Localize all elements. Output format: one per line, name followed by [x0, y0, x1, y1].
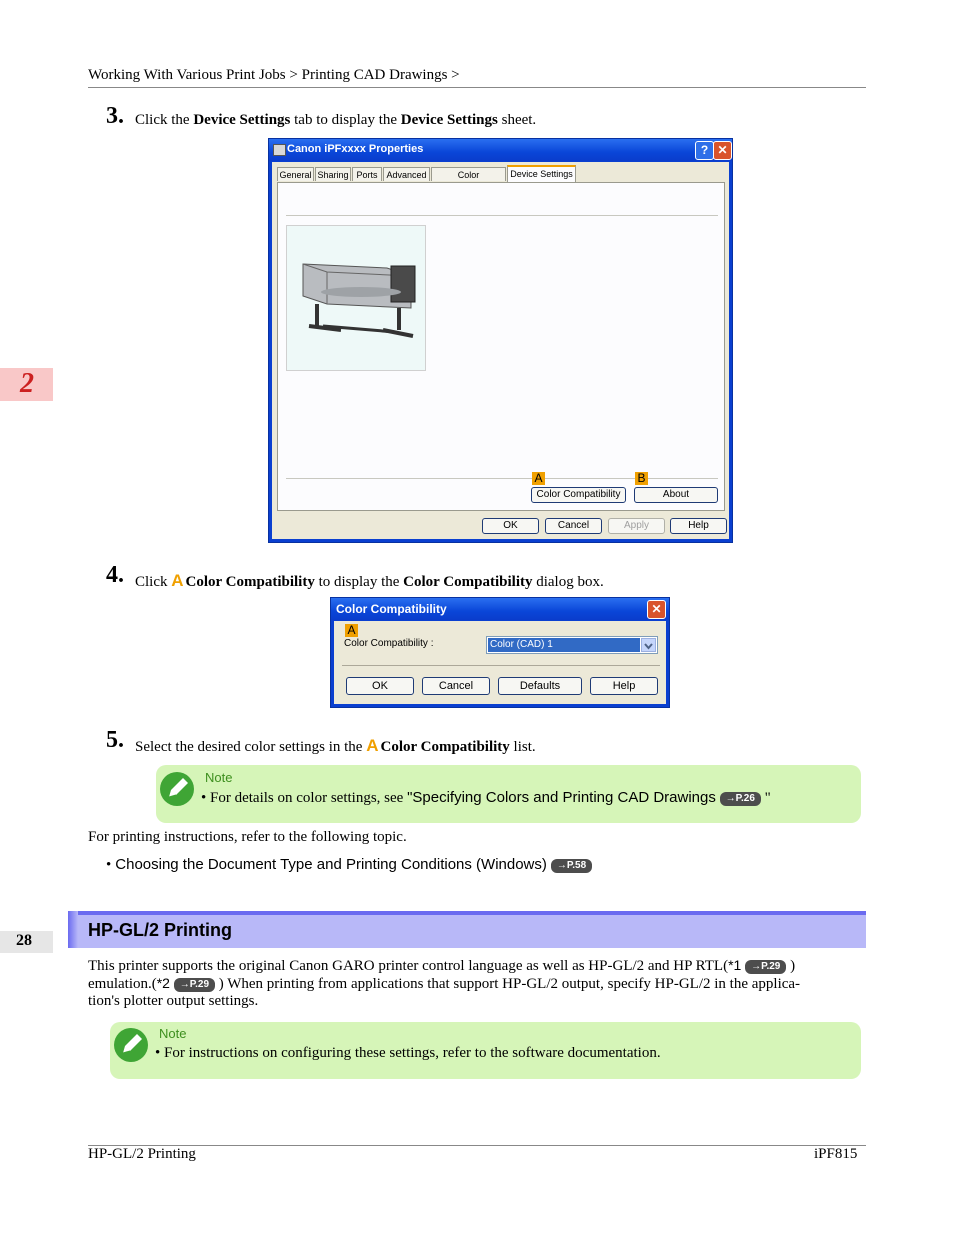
- tab-sharing[interactable]: Sharing: [315, 167, 351, 181]
- printing-ref-item: [106, 856, 592, 874]
- marker-a: A: [345, 624, 358, 637]
- help-icon[interactable]: ?: [695, 141, 714, 160]
- note-box-2: [110, 1022, 861, 1079]
- help-button[interactable]: Help: [590, 677, 658, 695]
- defaults-button[interactable]: Defaults: [498, 677, 582, 695]
- note-label: Note: [159, 1026, 187, 1041]
- page-number-tab: [0, 931, 53, 953]
- printing-ref-link[interactable]: Choosing the Document Type and Printing Conditions (Windows): [115, 856, 547, 873]
- printer-icon: [273, 144, 286, 156]
- paragraph-text: ) When printing from applications that support HP-GL/2 output, specify HP-GL/2 in the applica-: [215, 976, 801, 992]
- note-1-body: For details on color settings, see: [210, 790, 408, 806]
- section-header-bar: [68, 911, 866, 948]
- color-compatibility-label: Color Compatibility :: [344, 638, 434, 649]
- selected-value: Color (CAD) 1: [488, 638, 640, 652]
- ok-button[interactable]: OK: [482, 518, 539, 534]
- tab-strip: [277, 167, 723, 183]
- step-5-text-part: Select the desired color settings in the: [135, 739, 367, 755]
- color-compatibility-button[interactable]: Color Compatibility: [531, 487, 626, 503]
- step-3-bold-device-settings-2: Device Settings: [400, 112, 498, 128]
- paragraph-text: ): [786, 958, 796, 974]
- section-header-left-accent: [68, 911, 78, 948]
- tab-advanced[interactable]: Advanced: [383, 167, 430, 181]
- step-4-text-part: dialog box.: [532, 574, 604, 590]
- step-4-text-part: to display the: [314, 574, 404, 590]
- step-3-text-part: tab to display the: [290, 112, 401, 128]
- note-1-link[interactable]: "Specifying Colors and Printing CAD Drawings: [407, 789, 716, 806]
- printing-instructions-intro: For printing instructions, refer to the following topic.: [88, 829, 407, 845]
- note-label: Note: [205, 770, 233, 785]
- step-5-bold-color-compatibility: Color Compatibility: [380, 739, 510, 755]
- note-box-1: [156, 765, 861, 823]
- footer-rule: [88, 1145, 866, 1146]
- step-4-bold-color-compatibility-2: Color Compatibility: [403, 574, 533, 590]
- tab-page-divider-bottom: [286, 478, 718, 479]
- note-pencil-icon: [160, 772, 194, 806]
- tab-device-settings[interactable]: Device Settings: [507, 165, 576, 183]
- note-1-end: ": [760, 790, 771, 806]
- page-ref-badge[interactable]: →P.58: [551, 859, 592, 873]
- tab-page-divider-top: [286, 215, 718, 216]
- page-ref-badge[interactable]: →P.29: [745, 960, 786, 974]
- section-title: HP-GL/2 Printing: [88, 920, 232, 940]
- step-3-text-part: Click the: [135, 112, 194, 128]
- tab-general[interactable]: General: [277, 167, 314, 181]
- page-number: 28: [16, 932, 32, 949]
- tab-color-management[interactable]: Color: [431, 167, 506, 181]
- paragraph-text: emulation.(: [88, 976, 157, 992]
- chapter-number: 2: [20, 368, 34, 399]
- page-ref-badge[interactable]: →P.29: [174, 978, 215, 992]
- cancel-button[interactable]: Cancel: [422, 677, 490, 695]
- step-4-number: 4.: [106, 562, 124, 588]
- compat-dialog-titlebar: [331, 598, 669, 620]
- apply-button[interactable]: Apply: [608, 518, 665, 534]
- step-5-number: 5.: [106, 727, 124, 753]
- footnote-ref-link[interactable]: *1: [728, 957, 742, 973]
- compat-divider: [342, 665, 660, 666]
- step-3-text: [135, 112, 536, 129]
- printer-image: [286, 225, 426, 371]
- step-4-bold-color-compatibility: Color Compatibility: [185, 574, 315, 590]
- footnote-ref-link[interactable]: *2: [156, 975, 170, 991]
- step-3-bold-device-settings: Device Settings: [193, 112, 291, 128]
- about-button[interactable]: About: [634, 487, 718, 503]
- color-compatibility-select[interactable]: [486, 636, 658, 654]
- paragraph-text: This printer supports the original Canon GARO printer control language as well as HP-GL/2 and HP RTL(: [88, 958, 729, 974]
- close-icon[interactable]: ✕: [713, 141, 732, 160]
- tab-page: [277, 182, 725, 511]
- marker-a-icon: A: [366, 736, 379, 755]
- step-4-text: [135, 571, 604, 591]
- help-button[interactable]: Help: [670, 518, 727, 534]
- note-pencil-icon: [114, 1028, 148, 1062]
- close-icon[interactable]: ✕: [647, 600, 666, 619]
- properties-dialog: [268, 138, 733, 543]
- note-1-text: [201, 789, 771, 807]
- cancel-button[interactable]: Cancel: [545, 518, 602, 534]
- chevron-down-icon[interactable]: [641, 638, 656, 652]
- bullet: •: [155, 1045, 161, 1061]
- section-paragraph-line-1: [88, 957, 795, 975]
- marker-b: B: [635, 472, 648, 485]
- step-3-text-part: sheet.: [497, 112, 537, 128]
- step-5-text: [135, 736, 536, 756]
- page-ref-badge[interactable]: →P.26: [720, 792, 761, 806]
- chapter-tab: [0, 368, 53, 401]
- note-2-text: [155, 1045, 661, 1062]
- note-2-body: For instructions on configuring these settings, refer to the software documentation.: [164, 1045, 661, 1061]
- properties-dialog-titlebar: [269, 139, 732, 161]
- bullet: •: [106, 857, 112, 873]
- properties-dialog-body: [272, 162, 729, 539]
- bullet: •: [201, 790, 207, 806]
- section-paragraph-line-2: [88, 975, 800, 993]
- section-paragraph-line-3: tion's plotter output settings.: [88, 993, 259, 1009]
- step-3-number: 3.: [106, 103, 124, 129]
- header-rule: [88, 87, 866, 88]
- properties-dialog-title: Canon iPFxxxx Properties: [287, 143, 424, 155]
- compat-dialog-body: [334, 621, 666, 704]
- step-4-text-part: Click: [135, 574, 172, 590]
- compat-dialog-title: Color Compatibility: [336, 602, 447, 616]
- color-compatibility-dialog: [330, 597, 670, 708]
- marker-a-icon: A: [171, 571, 184, 590]
- footer-right: iPF815: [814, 1146, 858, 1162]
- footer-left: HP-GL/2 Printing: [88, 1146, 196, 1162]
- breadcrumb: Working With Various Print Jobs > Printing CAD Drawings >: [88, 67, 460, 83]
- tab-ports[interactable]: Ports: [352, 167, 382, 181]
- ok-button[interactable]: OK: [346, 677, 414, 695]
- step-5-text-part: list.: [509, 739, 536, 755]
- marker-a: A: [532, 472, 545, 485]
